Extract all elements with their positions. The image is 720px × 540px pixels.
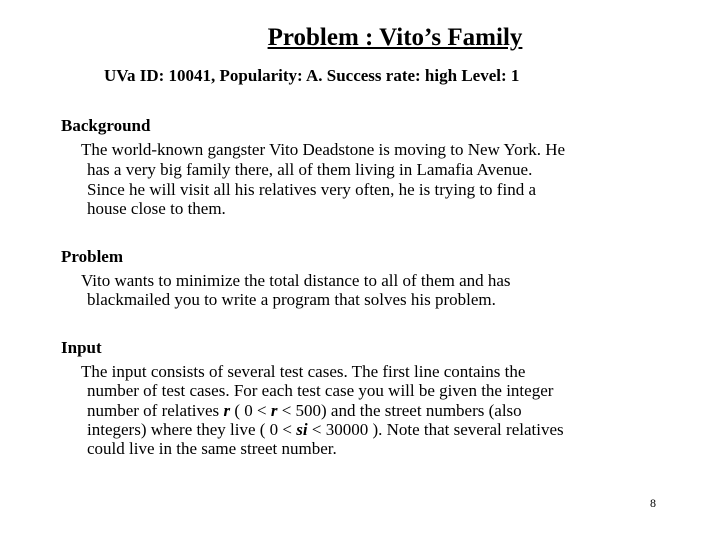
background-line: Since he will visit all his relatives very often, he is trying to find a — [87, 180, 536, 199]
variable-r: r — [223, 401, 231, 420]
background-line: has a very big family there, all of them living in Lamafia Avenue. — [87, 160, 533, 179]
variable-si: si — [296, 420, 308, 439]
variable-r: r — [270, 401, 278, 420]
input-line-text: number of relatives — [87, 401, 224, 420]
input-line — [87, 420, 564, 439]
page-title: Problem : Vito’s Family — [267, 24, 523, 51]
background-line: The world-known gangster Vito Deadstone is moving to New York. He — [81, 140, 566, 159]
problem-line: blackmailed you to write a program that solves his problem. — [87, 290, 496, 309]
input-line: could live in the same street number. — [87, 439, 337, 458]
background-heading: Background — [61, 116, 151, 135]
problem-subtitle: UVa ID: 10041, Popularity: A. Success rate: high Level: 1 — [104, 66, 520, 85]
background-line: house close to them. — [87, 199, 226, 218]
input-line — [87, 401, 522, 420]
input-line: number of test cases. For each test case you will be given the integer — [87, 381, 554, 400]
input-line-text: integers) where they live ( 0 < — [87, 420, 297, 439]
page-number: 8 — [650, 496, 656, 510]
input-line-text: < 500) and the street numbers (also — [277, 401, 522, 420]
problem-line: Vito wants to minimize the total distance to all of them and has — [81, 271, 511, 290]
input-heading: Input — [61, 338, 102, 357]
input-line: The input consists of several test cases. The first line contains the — [81, 362, 526, 381]
problem-heading: Problem — [61, 247, 124, 266]
input-line-text: < 30000 ). Note that several relatives — [307, 420, 564, 439]
input-line-text: ( 0 < — [230, 401, 271, 420]
